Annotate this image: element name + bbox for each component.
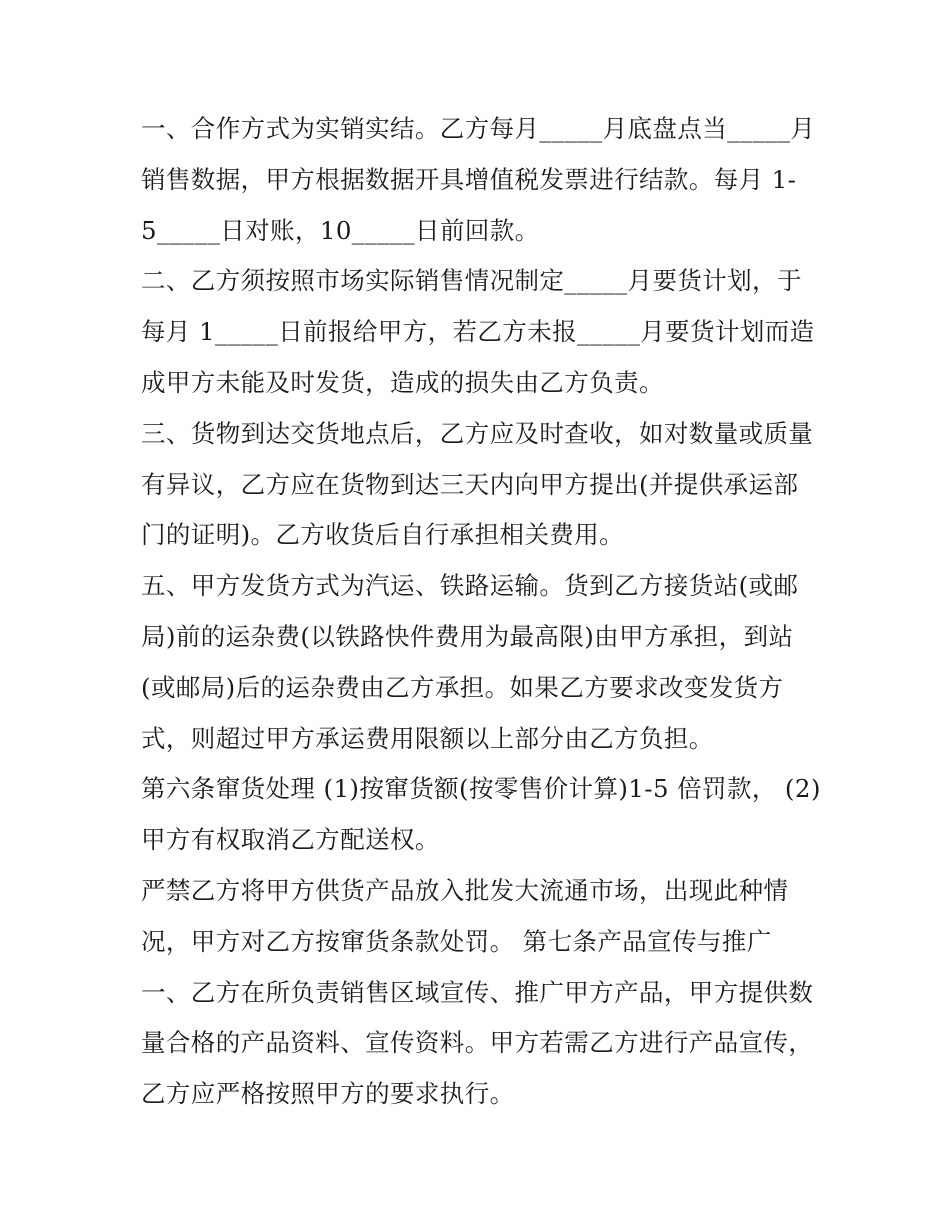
text-line: 一、乙方在所负责销售区域宣传、推广甲方产品，甲方提供数 [141,977,814,1007]
article-6-cross-selling [141,764,821,866]
text-line: 式，则超过甲方承运费用限额以上部分由乙方负担。 [141,723,714,753]
clause-5-shipping [141,561,821,764]
clause-3-inspection [141,409,821,561]
clause-2-order-plan [141,256,821,408]
text-line: 局)前的运杂费(以铁路快件费用为最高限)由甲方承担，到站 [141,621,794,651]
document-body [141,104,821,1120]
clause-1-settlement [141,104,821,256]
wholesale-prohibition [141,866,821,968]
text-line: 有异议，乙方应在货物到达三天内向甲方提出(并提供承运部 [141,469,799,499]
text-line: 甲方有权取消乙方配送权。 [141,825,440,855]
text-line: 三、货物到达交货地点后，乙方应及时查收，如对数量或质量 [141,418,814,448]
article-7-promotion [141,968,821,1120]
text-line: 二、乙方须按照市场实际销售情况制定_____月要货计划，于 [141,266,802,296]
text-line: 五、甲方发货方式为汽运、铁路运输。货到乙方接货站(或邮 [141,571,799,601]
text-line: 乙方应严格按照甲方的要求执行。 [141,1079,515,1109]
text-line: 严禁乙方将甲方供货产品放入批发大流通市场，出现此种情 [141,875,789,905]
text-line: 量合格的产品资料、宣传资料。甲方若需乙方进行产品宣传， [141,1028,814,1058]
text-line: 每月 1_____日前报给甲方，若乙方未报_____月要货计划而造 [141,317,815,347]
text-line: (或邮局)后的运杂费由乙方承担。如果乙方要求改变发货方 [141,672,784,702]
text-line: 一、合作方式为实销实结。乙方每月_____月底盘点当_____月 [141,114,816,143]
text-line: 销售数据，甲方根据数据开具增值税发票进行结款。每月 1- [141,164,797,194]
text-line: 5_____日对账，10_____日前回款。 [141,215,540,245]
text-line: 第六条窜货处理 (1)按窜货额(按零售价计算)1-5 倍罚款， (2) [141,774,821,804]
text-line: 门的证明)。乙方收货后自行承担相关费用。 [141,520,625,550]
text-line: 成甲方未能及时发货，造成的损失由乙方负责。 [141,367,664,397]
text-line: 况，甲方对乙方按窜货条款处罚。 第七条产品宣传与推广 [141,926,772,956]
